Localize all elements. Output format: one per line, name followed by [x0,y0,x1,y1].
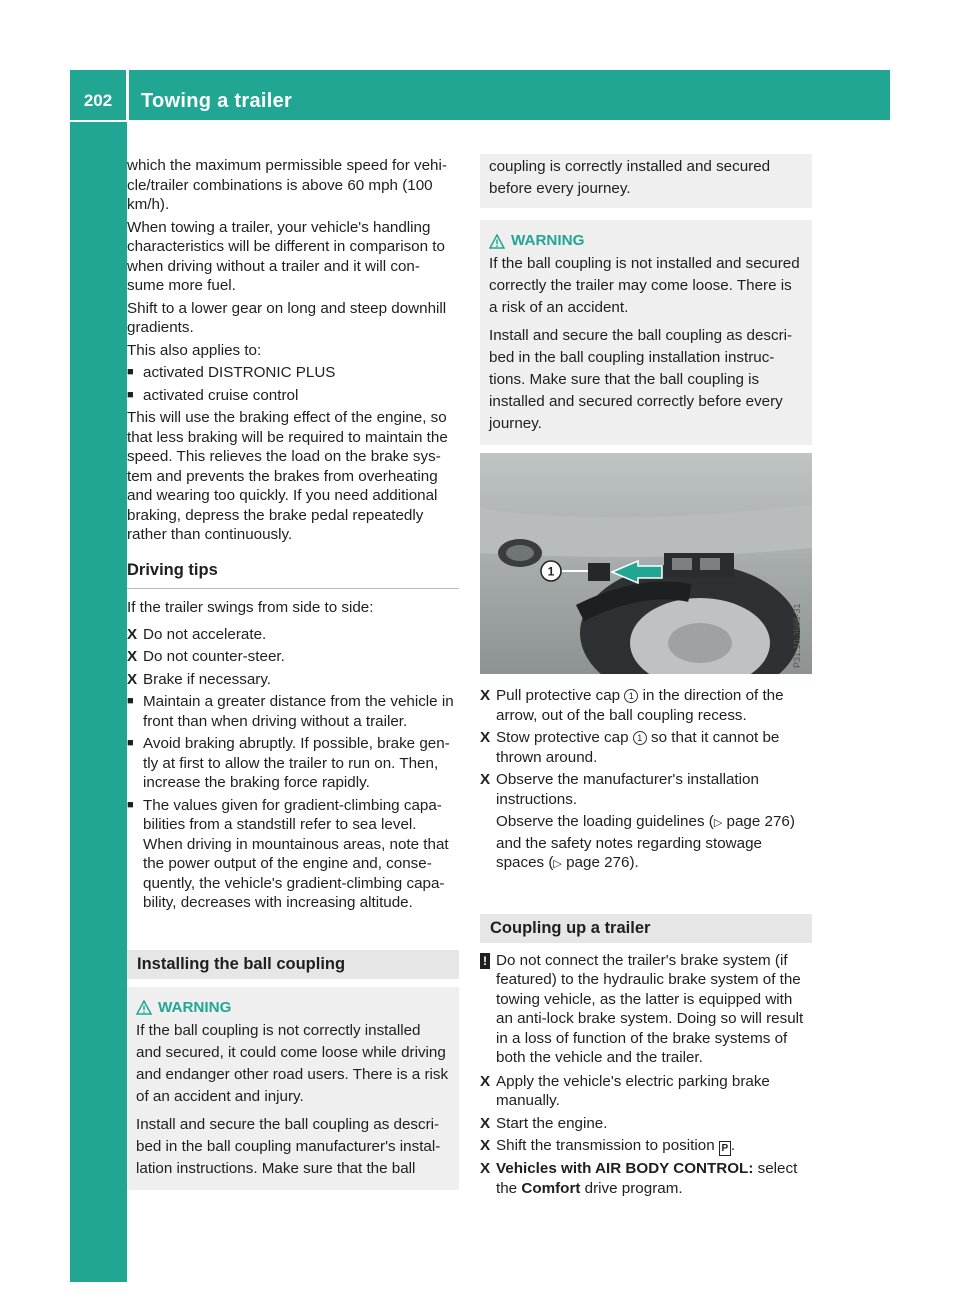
section-heading-driving-tips: Driving tips [127,561,459,590]
instruction-step: X Do not counter-steer. [127,648,285,665]
callout-1-label: 1 [547,564,555,579]
header-divider [126,70,129,122]
park-position-icon: P [719,1141,731,1156]
instruction-step: X Brake if necessary. [127,670,272,688]
left-column [127,156,459,1190]
instruction-step: X Shift the transmission to position P . [480,1137,736,1154]
bullet-icon: ■ [127,695,134,707]
instruction-step: X Observe the manufacturer's installation instructions. Observe the loading guidelines (▷ page 276) and the safety notes regarding stowage spaces (▷ page 276). [480,770,812,875]
note-text: ! Do not connect the trailer's brake system (if featured) to the hydraulic brake system of the towing vehicle, as the latter is equipped with an anti-lock brake system. Doing so will result in a loss of function of the brake systems of both the vehicle and the trailer. [480,951,812,1068]
bullet-icon: ■ [127,366,134,378]
list-item: ■ activated DISTRONIC PLUS [127,364,336,381]
warning-text: Install and secure the ball coupling as descri- bed in the ball coupling installation instruc- tions. Make sure that the ball coupling is installed and secured correctly before every journey. [489,327,793,432]
bullet-icon: ■ [127,388,134,401]
warning-text: If the ball coupling is not installed and secured correctly the trailer may come loose. There is a risk of an accident. [489,255,800,316]
warning-box [127,987,459,1190]
right-column [480,156,812,1201]
step-arrow-icon: X [480,1072,491,1090]
step-arrow-icon: X [480,771,491,788]
step-arrow-icon: X [480,1137,491,1154]
list-item: ■ The values given for gradient-climbing capa- bilities from a standstill refer to sea level. When driving in mountainous areas, note that the power output of the engine and, conse- quently, the vehicle's gradient-climbing capa- bility, decreases with increasing altitude. [127,796,449,911]
paragraph: This will use the braking effect of the engine, so that less braking will be required to maintain the speed. This relieves the load on the brake sys- tem and prevents the brakes from overheating and wearing too quickly. If you need additional braking, depress the brake pedal repeatedly rather than continuously. [127,409,448,543]
callout-1-icon: 1 [633,731,647,745]
bullet-icon: ■ [127,737,134,749]
list-item: ■ Maintain a greater distance from the vehicle in front than when driving without a trailer. [127,693,454,730]
warning-text: Install and secure the ball coupling as descri- bed in the ball coupling manufacturer's instal- lation instructions. Make sure that the ball [136,1115,441,1177]
sub-paragraph: Observe the loading guidelines (▷ page 276) and the safety notes regarding stowage spaces (▷ page 276). [496,813,795,871]
step-arrow-icon: X [480,1160,491,1177]
warning-triangle-icon [136,1000,152,1015]
step-arrow-icon: X [480,729,491,746]
paragraph: Shift to a lower gear on long and steep downhill gradients. [127,299,447,336]
warning-continuation [480,154,812,208]
warning-heading: WARNING [136,997,450,1019]
page-ref-arrow-icon: ▷ [713,817,723,829]
ball-coupling-photo [480,453,812,674]
paragraph: This also applies to: [127,341,262,359]
page-ref-arrow-icon: ▷ [553,858,562,870]
warning-box [480,220,812,445]
step-arrow-icon: X [127,670,138,688]
list-item: ■ Avoid braking abruptly. If possible, brake gen- tly at first to allow the trailer to run on. Then, increase the braking force rapidly. [127,735,450,791]
step-arrow-icon: X [480,1114,491,1132]
instruction-step: X Apply the vehicle's electric parking brake manually. [480,1072,770,1109]
step-arrow-icon: X [480,687,491,704]
warning-text: If the ball coupling is not correctly installed and secured, it could come loose while driving and endanger other road users. There is a risk of an accident and injury. [136,1021,449,1105]
warning-text: coupling is correctly installed and secured before every journey. [489,158,771,197]
page-number: 202 [83,91,113,110]
instruction-step: X Vehicles with AIR BODY CONTROL: select the Comfort drive program. [480,1160,798,1197]
photo-code: P31.10-3666-31 [792,603,802,668]
instruction-step: X Do not accelerate. [127,625,267,643]
exclamation-icon: ! [480,953,490,969]
paragraph: If the trailer swings from side to side: [127,599,374,616]
step-arrow-icon: X [127,625,138,643]
section-label: Driving and parking [87,166,110,364]
page-title: Towing a trailer [141,90,293,112]
section-heading-installing: Installing the ball coupling [127,950,459,979]
paragraph: which the maximum permissible speed for vehi- cle/trailer combinations is above 60 mph (100 km/h). [127,157,447,213]
section-heading-coupling: Coupling up a trailer [480,914,812,943]
instruction-step: X Stow protective cap 1 so that it cannot be thrown around. [480,729,780,766]
bullet-icon: ■ [127,798,134,811]
instruction-step: X Start the engine. [480,1114,608,1132]
paragraph: When towing a trailer, your vehicle's handling characteristics will be different in comparison to when driving without a trailer and it will con- sume more fuel. [127,218,445,294]
step-arrow-icon: X [127,648,138,665]
callout-1-icon: 1 [624,689,638,703]
warning-heading: WARNING [489,230,803,252]
warning-triangle-icon [489,234,505,249]
instruction-step: X Pull protective cap 1 in the direction of the arrow, out of the ball coupling recess. [480,687,784,724]
list-item: ■ activated cruise control [127,386,299,404]
